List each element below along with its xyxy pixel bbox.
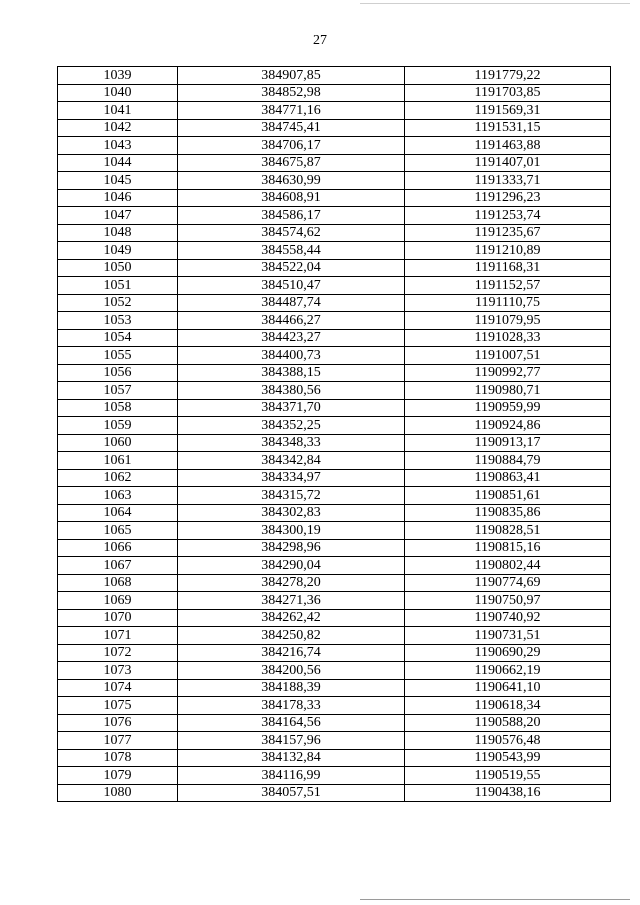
x-coordinate-cell: 384608,91 xyxy=(178,189,405,207)
table-row xyxy=(58,294,611,312)
y-coordinate-cell: 1190588,20 xyxy=(405,714,611,732)
table-row xyxy=(58,434,611,452)
x-coordinate-cell: 384188,39 xyxy=(178,679,405,697)
point-number-cell: 1046 xyxy=(58,189,178,207)
table-row xyxy=(58,662,611,680)
point-number-cell: 1069 xyxy=(58,592,178,610)
x-coordinate-cell: 384630,99 xyxy=(178,172,405,190)
table-row xyxy=(58,697,611,715)
point-number-cell: 1052 xyxy=(58,294,178,312)
point-number-cell: 1043 xyxy=(58,137,178,155)
point-number-cell: 1044 xyxy=(58,154,178,172)
y-coordinate-cell: 1190750,97 xyxy=(405,592,611,610)
point-number-cell: 1051 xyxy=(58,277,178,295)
table-row xyxy=(58,399,611,417)
point-number-cell: 1076 xyxy=(58,714,178,732)
x-coordinate-cell: 384466,27 xyxy=(178,312,405,330)
x-coordinate-cell: 384334,97 xyxy=(178,469,405,487)
y-coordinate-cell: 1191210,89 xyxy=(405,242,611,260)
x-coordinate-cell: 384342,84 xyxy=(178,452,405,470)
table-row xyxy=(58,592,611,610)
point-number-cell: 1050 xyxy=(58,259,178,277)
y-coordinate-cell: 1190924,86 xyxy=(405,417,611,435)
point-number-cell: 1075 xyxy=(58,697,178,715)
y-coordinate-cell: 1190884,79 xyxy=(405,452,611,470)
point-number-cell: 1058 xyxy=(58,399,178,417)
x-coordinate-cell: 384371,70 xyxy=(178,399,405,417)
point-number-cell: 1073 xyxy=(58,662,178,680)
table-row xyxy=(58,557,611,575)
table-row xyxy=(58,539,611,557)
y-coordinate-cell: 1190576,48 xyxy=(405,732,611,750)
x-coordinate-cell: 384290,04 xyxy=(178,557,405,575)
y-coordinate-cell: 1191007,51 xyxy=(405,347,611,365)
point-number-cell: 1071 xyxy=(58,627,178,645)
y-coordinate-cell: 1191028,33 xyxy=(405,329,611,347)
y-coordinate-cell: 1190731,51 xyxy=(405,627,611,645)
x-coordinate-cell: 384262,42 xyxy=(178,609,405,627)
point-number-cell: 1055 xyxy=(58,347,178,365)
table-row xyxy=(58,679,611,697)
x-coordinate-cell: 384302,83 xyxy=(178,504,405,522)
coordinates-table xyxy=(57,66,611,802)
table-row xyxy=(58,154,611,172)
y-coordinate-cell: 1190740,92 xyxy=(405,609,611,627)
y-coordinate-cell: 1190618,34 xyxy=(405,697,611,715)
x-coordinate-cell: 384348,33 xyxy=(178,434,405,452)
x-coordinate-cell: 384558,44 xyxy=(178,242,405,260)
point-number-cell: 1041 xyxy=(58,102,178,120)
point-number-cell: 1054 xyxy=(58,329,178,347)
y-coordinate-cell: 1190815,16 xyxy=(405,539,611,557)
point-number-cell: 1048 xyxy=(58,224,178,242)
point-number-cell: 1080 xyxy=(58,784,178,802)
x-coordinate-cell: 384271,36 xyxy=(178,592,405,610)
table-row xyxy=(58,207,611,225)
point-number-cell: 1065 xyxy=(58,522,178,540)
table-row xyxy=(58,347,611,365)
x-coordinate-cell: 384132,84 xyxy=(178,749,405,767)
table-row xyxy=(58,504,611,522)
table-row xyxy=(58,749,611,767)
x-coordinate-cell: 384300,19 xyxy=(178,522,405,540)
x-coordinate-cell: 384200,56 xyxy=(178,662,405,680)
point-number-cell: 1070 xyxy=(58,609,178,627)
y-coordinate-cell: 1190641,10 xyxy=(405,679,611,697)
table-row xyxy=(58,277,611,295)
y-coordinate-cell: 1190980,71 xyxy=(405,382,611,400)
table-row xyxy=(58,84,611,102)
y-coordinate-cell: 1190851,61 xyxy=(405,487,611,505)
table-row xyxy=(58,644,611,662)
point-number-cell: 1049 xyxy=(58,242,178,260)
table-row xyxy=(58,329,611,347)
y-coordinate-cell: 1190690,29 xyxy=(405,644,611,662)
x-coordinate-cell: 384522,04 xyxy=(178,259,405,277)
y-coordinate-cell: 1190828,51 xyxy=(405,522,611,540)
y-coordinate-cell: 1191703,85 xyxy=(405,84,611,102)
x-coordinate-cell: 384278,20 xyxy=(178,574,405,592)
x-coordinate-cell: 384315,72 xyxy=(178,487,405,505)
y-coordinate-cell: 1191110,75 xyxy=(405,294,611,312)
y-coordinate-cell: 1190835,86 xyxy=(405,504,611,522)
y-coordinate-cell: 1191253,74 xyxy=(405,207,611,225)
y-coordinate-cell: 1190863,41 xyxy=(405,469,611,487)
page-number: 27 xyxy=(313,33,327,48)
point-number-cell: 1059 xyxy=(58,417,178,435)
table-row xyxy=(58,609,611,627)
point-number-cell: 1053 xyxy=(58,312,178,330)
y-coordinate-cell: 1191407,01 xyxy=(405,154,611,172)
table-row xyxy=(58,259,611,277)
table-row xyxy=(58,312,611,330)
table-row xyxy=(58,522,611,540)
table-row xyxy=(58,469,611,487)
point-number-cell: 1039 xyxy=(58,67,178,85)
y-coordinate-cell: 1191168,31 xyxy=(405,259,611,277)
x-coordinate-cell: 384907,85 xyxy=(178,67,405,85)
table-row xyxy=(58,189,611,207)
y-coordinate-cell: 1190438,16 xyxy=(405,784,611,802)
y-coordinate-cell: 1191152,57 xyxy=(405,277,611,295)
x-coordinate-cell: 384423,27 xyxy=(178,329,405,347)
y-coordinate-cell: 1190992,77 xyxy=(405,364,611,382)
x-coordinate-cell: 384352,25 xyxy=(178,417,405,435)
scan-top-rule xyxy=(360,3,630,4)
table-row xyxy=(58,242,611,260)
y-coordinate-cell: 1190774,69 xyxy=(405,574,611,592)
scan-bottom-rule xyxy=(360,899,630,900)
point-number-cell: 1079 xyxy=(58,767,178,785)
x-coordinate-cell: 384380,56 xyxy=(178,382,405,400)
x-coordinate-cell: 384745,41 xyxy=(178,119,405,137)
table-row xyxy=(58,224,611,242)
y-coordinate-cell: 1190662,19 xyxy=(405,662,611,680)
y-coordinate-cell: 1190802,44 xyxy=(405,557,611,575)
point-number-cell: 1062 xyxy=(58,469,178,487)
table-row xyxy=(58,452,611,470)
x-coordinate-cell: 384116,99 xyxy=(178,767,405,785)
point-number-cell: 1072 xyxy=(58,644,178,662)
x-coordinate-cell: 384771,16 xyxy=(178,102,405,120)
x-coordinate-cell: 384157,96 xyxy=(178,732,405,750)
point-number-cell: 1061 xyxy=(58,452,178,470)
y-coordinate-cell: 1191463,88 xyxy=(405,137,611,155)
point-number-cell: 1078 xyxy=(58,749,178,767)
point-number-cell: 1068 xyxy=(58,574,178,592)
point-number-cell: 1060 xyxy=(58,434,178,452)
point-number-cell: 1045 xyxy=(58,172,178,190)
point-number-cell: 1057 xyxy=(58,382,178,400)
y-coordinate-cell: 1190959,99 xyxy=(405,399,611,417)
x-coordinate-cell: 384852,98 xyxy=(178,84,405,102)
x-coordinate-cell: 384250,82 xyxy=(178,627,405,645)
y-coordinate-cell: 1191333,71 xyxy=(405,172,611,190)
coordinates-table-body xyxy=(58,67,611,802)
x-coordinate-cell: 384164,56 xyxy=(178,714,405,732)
point-number-cell: 1042 xyxy=(58,119,178,137)
y-coordinate-cell: 1191296,23 xyxy=(405,189,611,207)
point-number-cell: 1074 xyxy=(58,679,178,697)
x-coordinate-cell: 384510,47 xyxy=(178,277,405,295)
table-row xyxy=(58,627,611,645)
point-number-cell: 1064 xyxy=(58,504,178,522)
table-row xyxy=(58,172,611,190)
x-coordinate-cell: 384400,73 xyxy=(178,347,405,365)
x-coordinate-cell: 384388,15 xyxy=(178,364,405,382)
point-number-cell: 1047 xyxy=(58,207,178,225)
x-coordinate-cell: 384574,62 xyxy=(178,224,405,242)
x-coordinate-cell: 384675,87 xyxy=(178,154,405,172)
x-coordinate-cell: 384298,96 xyxy=(178,539,405,557)
table-row xyxy=(58,574,611,592)
y-coordinate-cell: 1190543,99 xyxy=(405,749,611,767)
table-row xyxy=(58,102,611,120)
y-coordinate-cell: 1191569,31 xyxy=(405,102,611,120)
table-row xyxy=(58,119,611,137)
point-number-cell: 1067 xyxy=(58,557,178,575)
x-coordinate-cell: 384178,33 xyxy=(178,697,405,715)
point-number-cell: 1066 xyxy=(58,539,178,557)
point-number-cell: 1077 xyxy=(58,732,178,750)
point-number-cell: 1040 xyxy=(58,84,178,102)
point-number-cell: 1063 xyxy=(58,487,178,505)
y-coordinate-cell: 1190519,55 xyxy=(405,767,611,785)
x-coordinate-cell: 384216,74 xyxy=(178,644,405,662)
x-coordinate-cell: 384487,74 xyxy=(178,294,405,312)
y-coordinate-cell: 1191235,67 xyxy=(405,224,611,242)
y-coordinate-cell: 1191779,22 xyxy=(405,67,611,85)
table-row xyxy=(58,364,611,382)
y-coordinate-cell: 1191531,15 xyxy=(405,119,611,137)
table-row xyxy=(58,137,611,155)
table-row xyxy=(58,732,611,750)
table-row xyxy=(58,67,611,85)
table-row xyxy=(58,417,611,435)
y-coordinate-cell: 1191079,95 xyxy=(405,312,611,330)
point-number-cell: 1056 xyxy=(58,364,178,382)
x-coordinate-cell: 384057,51 xyxy=(178,784,405,802)
table-row xyxy=(58,767,611,785)
table-row xyxy=(58,487,611,505)
y-coordinate-cell: 1190913,17 xyxy=(405,434,611,452)
x-coordinate-cell: 384706,17 xyxy=(178,137,405,155)
table-row xyxy=(58,714,611,732)
table-row xyxy=(58,784,611,802)
x-coordinate-cell: 384586,17 xyxy=(178,207,405,225)
table-row xyxy=(58,382,611,400)
